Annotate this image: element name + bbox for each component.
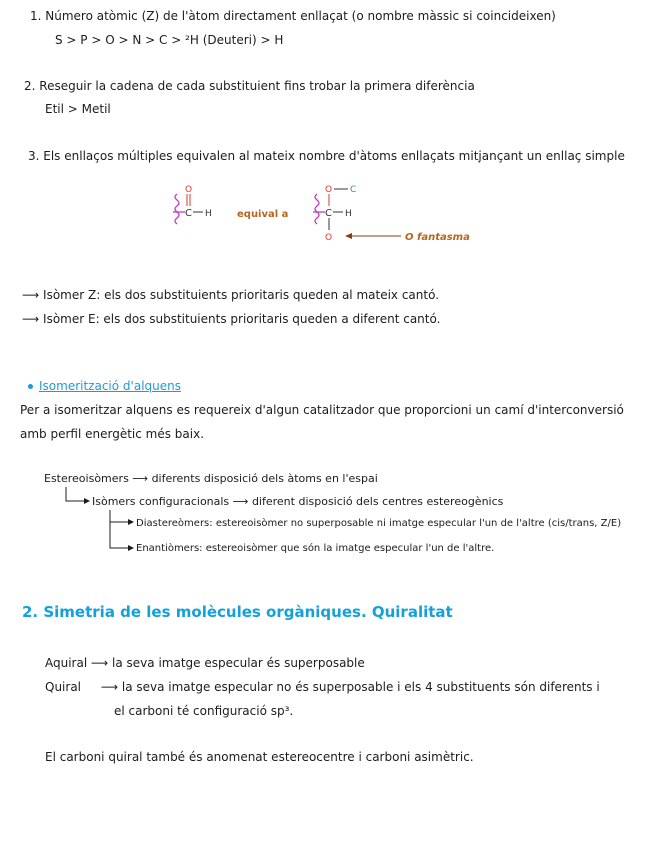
aquiral-desc: la seva imatge especular és superposable — [112, 656, 365, 670]
isomeritzacio-heading — [28, 378, 181, 394]
right-arrow-icon: ⟶ — [22, 312, 40, 326]
right-arrow-icon: ⟶ — [100, 680, 122, 694]
isomer-e-text: Isòmer E: els dos substituients prioritaris queden a diferent cantó. — [43, 312, 441, 326]
atom-c-left: C — [185, 208, 192, 219]
tree-estereo-desc: diferents disposició dels àtoms en l'espai — [151, 472, 378, 485]
equival-label: equival a — [237, 209, 289, 220]
isomer-e — [22, 311, 440, 327]
isomer-z — [22, 287, 439, 303]
wavy-bond-left — [175, 194, 179, 224]
tree-estereoisomers — [44, 471, 378, 487]
section-2-title: 2. Simetria de les molècules orgàniques. Quiralitat — [22, 603, 453, 621]
rule-1-text: 1. Número atòmic (Z) de l'àtom directament enllaçat (o nombre màssic si coincideixen) — [30, 9, 556, 23]
phantom-label: O fantasma — [405, 232, 470, 243]
isomer-z-text: Isòmer Z: els dos substituients prioritaris queden al mateix cantó. — [43, 288, 440, 302]
rule-2-text: 2. Reseguir la cadena de cada substituient fins trobar la primera diferència — [24, 79, 475, 93]
isomeritzacio-line-1: Per a isomeritzar alquens es requereix d'algun catalitzador que proporcioni un camí d'interconversió — [20, 403, 624, 417]
atom-c-right: C — [325, 208, 332, 219]
quiral-label: Quiral — [45, 680, 82, 694]
quiral-desc-2: el carboni té configuració sp³. — [114, 704, 294, 718]
right-arrow-icon: ⟶ — [91, 656, 113, 670]
tree-config-label: Isòmers configuracionals — [92, 495, 230, 508]
rule-3-text: 3. Els enllaços múltiples equivalen al mateix nombre d'àtoms enllaçats mitjançant un enllaç simple — [28, 149, 625, 163]
equivalence-diagram — [165, 180, 475, 245]
tree-config-desc: diferent disposició dels centres estereogènics — [251, 495, 504, 508]
tree-configuracionals — [92, 494, 503, 510]
isomeritzacio-line-2: amb perfil energètic més baix. — [20, 427, 205, 441]
bullet-icon — [28, 384, 33, 389]
atom-h-left: H — [205, 209, 212, 219]
aquiral-row — [45, 655, 365, 671]
tree-diastereomers: Diastereòmers: estereoisòmer no superposable ni imatge especular l'un de l'altre (cis/trans, Z/E) — [136, 518, 622, 529]
phantom-arrow-head — [345, 233, 352, 239]
closing-text: El carboni quiral també és anomenat estereocentre i carboni asimètric. — [45, 750, 474, 764]
tree-enantiomers: Enantiòmers: estereoisòmer que són la imatge especular l'un de l'altre. — [136, 543, 495, 554]
aquiral-label: Aquiral — [45, 656, 88, 670]
rule-1-order: S > P > O > N > C > ²H (Deuteri) > H — [55, 33, 284, 47]
right-arrow-icon: ⟶ — [22, 288, 40, 302]
atom-c-top: C — [350, 185, 357, 195]
isomeritzacio-heading-text: Isomerització d'alquens — [39, 379, 181, 393]
tree-connector-1 — [64, 487, 94, 507]
wavy-bond-right — [315, 194, 319, 224]
rule-2-example: Etil > Metil — [45, 102, 111, 116]
tree-estereo-label: Estereoisòmers — [44, 472, 129, 485]
atom-o-top: O — [325, 185, 333, 195]
right-arrow-icon: ⟶ — [232, 495, 252, 508]
right-arrow-icon: ⟶ — [132, 472, 152, 485]
atom-o-bottom: O — [325, 233, 333, 243]
atom-h-right: H — [345, 209, 352, 219]
tree-connector-2 — [108, 510, 138, 560]
quiral-desc-1: la seva imatge especular no és superposable i els 4 substituents són diferents i — [121, 680, 600, 694]
quiral-row — [45, 679, 600, 695]
atom-o-left: O — [185, 185, 193, 195]
